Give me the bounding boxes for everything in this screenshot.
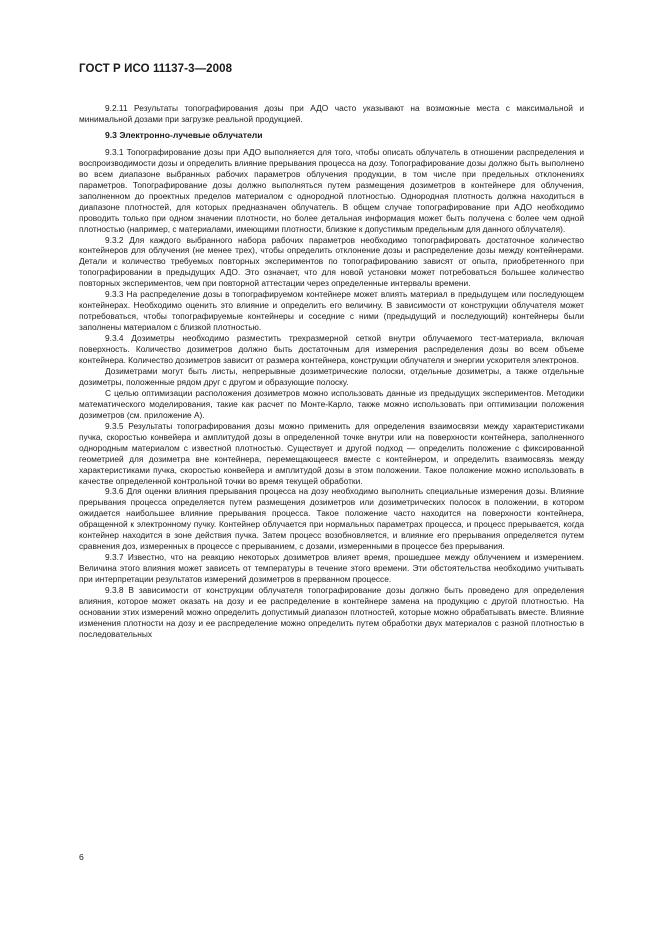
paragraph-9-3-3: 9.3.3 На распределение дозы в топографируемом контейнере может влиять материал в предыдущем или последующем контейнерах. Необходимо оценить это влияние и определить его величину. В зависимости от конструкции облучателя может потребоваться, чтобы топографируемые контейнеры и соседние с ними (предыдущий и последующий) контейнеры были заполнены материалом с близкой плотностью. (79, 289, 584, 333)
section-heading: 9.3 Электронно-лучевые облучатели (105, 129, 263, 140)
paragraph-9-3-5: 9.3.5 Результаты топографирования дозы можно применить для определения взаимосвязи между характеристиками пучка, скоростью конвейера и амплитудой дозы в определенной точке внутри или на поверхности контейнера, заполненного однородным материалом с известной плотностью. Существует и другой подход — определить положение с фиксированной геометрией для дозиметра вне контейнера, перемещающееся вместе с контейнером, и определить взаимосвязь между характеристиками пучка, скоростью конвейера и амплитудой дозы в этом положении. Такое положение можно использовать в качестве определенной контрольной точки во время текущей обработки. (79, 420, 584, 486)
paragraph-9-3-8: 9.3.8 В зависимости от конструкции облучателя топографирование дозы должно быть проведено для определения влияния, которое может оказать на дозу и ее распределение в контейнере замена на продукцию с другой плотностью. На основании этих измерений можно определить допустимый диапазон плотностей, которые можно обрабатывать вместе. Влияние изменения плотности на дозу и ее распределение можно определить путем обработки двух материалов с разной плотностью в последовательных (79, 585, 584, 639)
paragraph-9-3-1: 9.3.1 Топографирование дозы при АДО выполняется для того, чтобы описать облучатель в отношении распределения и воспроизводимости дозы и определить влияние прерывания процесса на дозу. Топографирование дозы должно быть выполнено во всем диапазоне выбранных рабочих параметров облучения продукции, в том числе при предельных отклонениях параметров. Топографирование дозы должно выполняться путем размещения дозиметров в контейнере для облучения, заполненном до проектных пределов материалом с однородной плотностью. Однородная плотность должна находиться в диапазоне плотностей, для которых предназначен облучатель. В общем случае топографирование при АДО необходимо проводить только при одном значении плотности, но более детальная информация может быть получена с более чем одной плотностью (например, с материалами, имеющими плотности, близкие к допустимым предельным для данного облучателя). (79, 146, 584, 234)
paragraph-9-2-11: 9.2.11 Результаты топографирования дозы при АДО часто указывают на возможные места с максимальной и минимальной дозами при загрузке реальной продукцией. (79, 103, 584, 124)
paragraph-dosimeter-types: Дозиметрами могут быть листы, непрерывные дозиметрические полоски, отдельные дозиметры, а также отдельные дозиметры, положенные рядом друг с другом и образующие полоску. (79, 365, 584, 387)
page-number: 6 (79, 852, 84, 862)
paragraph-9-3-6: 9.3.6 Для оценки влияния прерывания процесса на дозу необходимо выполнить специальные измерения дозы. Влияние прерывания процесса определяется путем размещения дозиметров или дозиметрических полосок в положении, в котором ожидается наибольшее влияние прерывания процесса. Такое положение часто находится на поверхности контейнера, обращенной к электронному пучку. Контейнер облучается при нормальных параметрах процесса, и процесс прерывается, когда контейнер находится в зоне действия пучка. Затем процесс возобновляется, и влияние его прерывания определяется путем сравнения доз, измеренных в процессе с прерыванием, с дозами, измеренными в процессе без прерывания. (79, 486, 584, 552)
paragraph-9-3-4: 9.3.4 Дозиметры необходимо разместить трехразмерной сеткой внутри облучаемого тест-материала, включая поверхность. Количество дозиметров должно быть достаточным для измерения распределения дозы во всем объеме контейнера. Количество дозиметров зависит от размера контейнера, конструкции облучателя и энергии ускорителя электронов. (79, 333, 584, 366)
paragraph-9-3-7: 9.3.7 Известно, что на реакцию некоторых дозиметров влияет время, прошедшее между облучением и измерением. Величина этого влияния может зависеть от температуры в течение этого времени. Эти обстоятельства необходимо учитывать при интерпретации результатов измерений дозиметров в прерванном процессе. (79, 552, 584, 585)
document-header: ГОСТ Р ИСО 11137-3—2008 (79, 63, 233, 75)
paragraph-dosimeter-optimization: С целью оптимизации расположения дозиметров можно использовать данные из предыдущих экспериментов. Методики математического моделирования, такие как расчет по Монте-Карло, также можно использовать при оптимизации положения дозиметров (см. приложение А). (79, 387, 584, 420)
document-body (79, 103, 584, 640)
paragraph-9-3-2: 9.3.2 Для каждого выбранного набора рабочих параметров необходимо топографировать достаточное количество контейнеров для облучения (не менее трех), чтобы определить отклонение дозы и распределение дозы между контейнерами. Детали и количество требуемых повторных экспериментов по топографированию зависят от опыта, приобретенного при топографировании в предыдущих АДО. Это означает, что для новой установки может потребоваться большее количество повторных экспериментов, чем при повторной аттестации через определенные интервалы времени. (79, 234, 584, 289)
